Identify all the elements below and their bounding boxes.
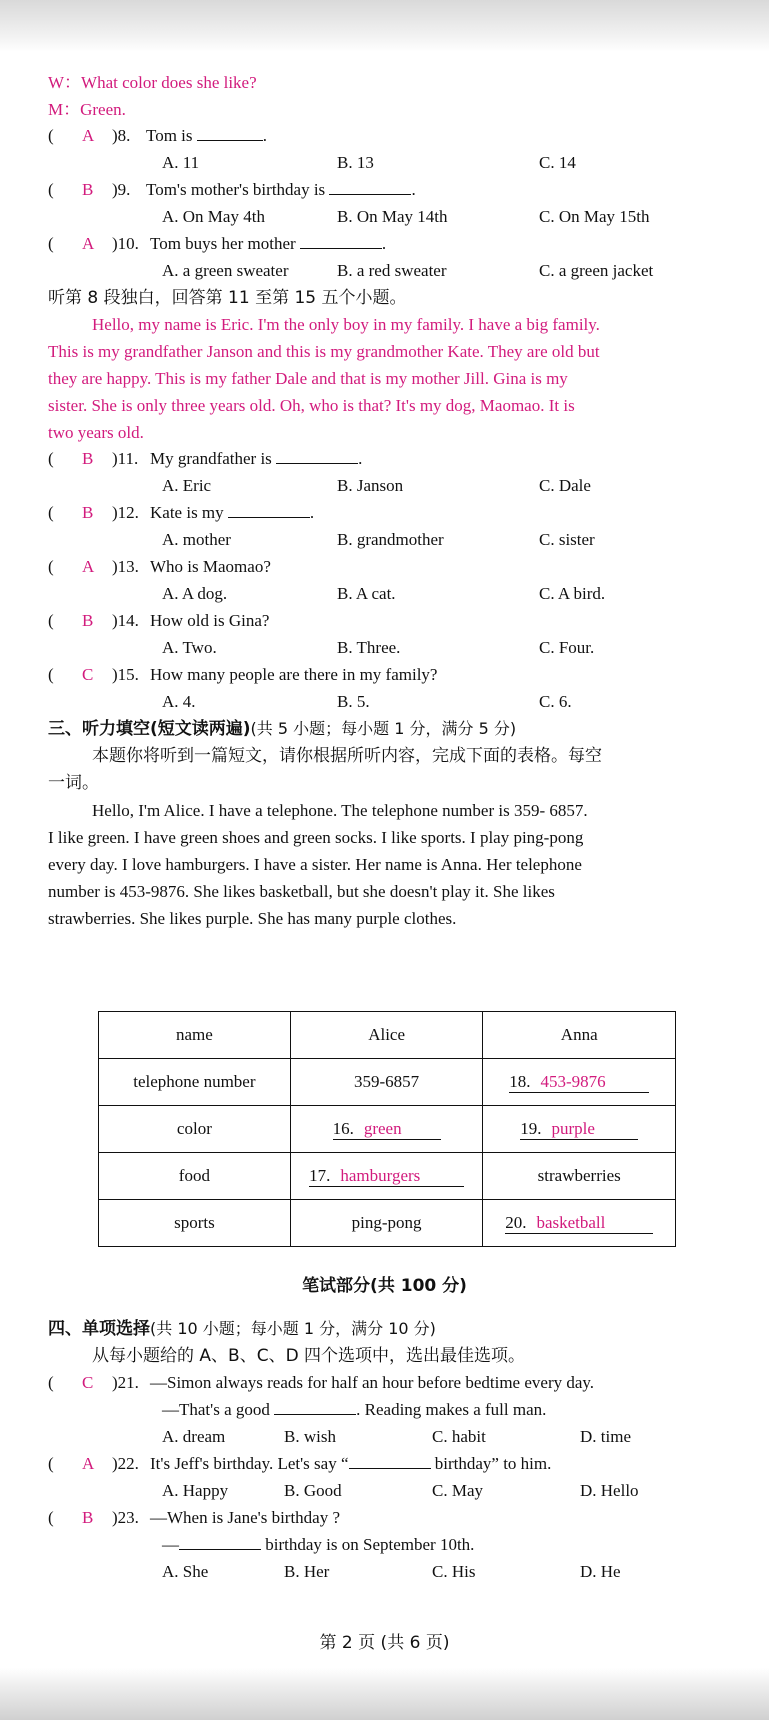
monologue-line: they are happy. This is my father Dale and that is my mother Jill. Gina is my xyxy=(48,369,568,388)
section-4-instruction: 从每小题给的 A、B、C、D 四个选项中，选出最佳选项。 xyxy=(92,1346,526,1366)
answer-fill: 19. purple xyxy=(520,1119,638,1140)
table-row xyxy=(99,1200,676,1247)
table-cell: telephone number xyxy=(99,1059,291,1106)
answer-letter: B xyxy=(82,449,94,468)
passage-line: strawberries. She likes purple. She has many purple clothes. xyxy=(48,909,457,928)
section-4-heading: 四、单项选择(共 10 小题；每小题 1 分，满分 10 分) xyxy=(48,1319,436,1339)
passage-line: number is 453-9876. She likes basketball, but she doesn't play it. She likes xyxy=(48,882,555,901)
table-cell xyxy=(483,1106,676,1153)
answer-fill: 20. basketball xyxy=(505,1213,653,1234)
table-header-cell: Alice xyxy=(290,1012,483,1059)
answer-letter: B xyxy=(82,503,94,522)
passage-line: Hello, I'm Alice. I have a telephone. The telephone number is 359- 6857. xyxy=(92,801,588,820)
section-3-instruction: 一词。 xyxy=(48,773,99,793)
table-cell xyxy=(483,1059,676,1106)
table-header-cell: Anna xyxy=(483,1012,676,1059)
table-row xyxy=(99,1153,676,1200)
answer-blank xyxy=(276,449,358,464)
answer-blank xyxy=(300,234,382,249)
answer-letter: C xyxy=(82,665,94,684)
answer-letter: A xyxy=(82,557,95,576)
monologue-line: two years old. xyxy=(48,423,144,442)
answer-letter: B xyxy=(82,611,94,630)
passage-line: I like green. I have green shoes and green socks. I like sports. I play ping-pong xyxy=(48,828,584,847)
answer-letter: C xyxy=(82,1373,94,1392)
table-cell xyxy=(483,1200,676,1247)
answer-blank xyxy=(228,503,310,518)
table-cell: sports xyxy=(99,1200,291,1247)
monologue-line: sister. She is only three years old. Oh, who is that? It's my dog, Maomao. It is xyxy=(48,396,575,415)
table-cell xyxy=(290,1106,483,1153)
page-bottom-edge xyxy=(0,1668,769,1720)
section-3-instruction: 本题你将听到一篇短文，请你根据所听内容，完成下面的表格。每空 xyxy=(92,746,602,766)
dialog-line-m: M：Green. xyxy=(48,100,126,119)
table-cell xyxy=(290,1153,483,1200)
info-table xyxy=(98,1011,676,1247)
table-header-cell: name xyxy=(99,1012,291,1059)
table-row xyxy=(99,1106,676,1153)
answer-fill: 16. green xyxy=(333,1119,441,1140)
written-part-heading: 笔试部分(共 100 分) xyxy=(302,1276,467,1296)
table-cell: strawberries xyxy=(483,1153,676,1200)
table-cell: 359-6857 xyxy=(290,1059,483,1106)
answer-blank xyxy=(349,1454,431,1469)
answer-blank xyxy=(197,126,263,141)
table-cell: ping-pong xyxy=(290,1200,483,1247)
answer-letter: A xyxy=(82,126,95,145)
answer-letter: A xyxy=(82,234,95,253)
passage-line: every day. I love hamburgers. I have a sister. Her name is Anna. Her telephone xyxy=(48,855,582,874)
page-footer: 第 2 页 (共 6 页) xyxy=(319,1633,450,1653)
page-top-edge xyxy=(0,0,769,52)
answer-blank xyxy=(274,1400,356,1415)
table-cell: color xyxy=(99,1106,291,1153)
answer-fill: 18. 453-9876 xyxy=(509,1072,649,1093)
table-row xyxy=(99,1059,676,1106)
answer-blank xyxy=(329,180,411,195)
section-3-heading: 三、听力填空(短文读两遍)(共 5 小题；每小题 1 分，满分 5 分) xyxy=(48,719,517,739)
worksheet-page: W：What color does she like? M：Green. ( A )8. Tom is . A. 11 B. 13 C. 14 ( B )9. Tom's mother's birthday is . A. On May 4th B. On May 14th C. On May 15th ( A )10. Tom buys her mother . A. a green sweater B. a red sweater C. a green jacket 听第 8 段独白，回答第 11 至第 15 五个小题。 Hello, my name is Eric. I'm the only boy in my family. I have a big family. This is my grandfather Janson and this is my grandmother Kate. They are old but they are happy. This is my father Dale and that is my mother Jill. Gina is my sister. She is only three years old. Oh, who is that? It's my dog, Maomao. It is two years old. ( B )11. My grandfather is . A. Eric B. Janson C. Dale ( B )12. Kate is my . A. mother B. grandmother C. sister ( A )13. Who is Maomao? A. A dog. B. A cat. C. A bird. ( B )14. How old is Gina? A. Two. B. Three. C. Four. ( C )15. How many people are there in my family? A. 4. B. 5. C. 6. 三、听力填空(短文读两遍)(共 5 小题；每小题 1 分，满分 5 分) 本题你将听到一篇短文，请你根据所听内容，完成下面的表格。每空 一词。 Hello, I'm Alice. I have a telephone. The telephone number is 359- 6857. I like green. I have green shoes and green socks. I like sports. I play ping-pong every day. I love hamburgers. I have a sister. Her name is Anna. Her telephone number is 453-9876. She likes basketball, but she doesn't play it. She likes strawberries. She likes purple. She has many purple clothes. xyxy=(0,52,769,1668)
answer-letter: A xyxy=(82,1454,95,1473)
answer-letter: B xyxy=(82,1508,94,1527)
answer-letter: B xyxy=(82,180,94,199)
answer-fill: 17. hamburgers xyxy=(309,1166,464,1187)
section-8-intro: 听第 8 段独白，回答第 11 至第 15 五个小题。 xyxy=(48,288,407,308)
table-row xyxy=(99,1012,676,1059)
answer-blank xyxy=(179,1535,261,1550)
table-cell: food xyxy=(99,1153,291,1200)
monologue-line: Hello, my name is Eric. I'm the only boy in my family. I have a big family. xyxy=(92,315,600,334)
monologue-line: This is my grandfather Janson and this is my grandmother Kate. They are old but xyxy=(48,342,600,361)
dialog-line-w: W：What color does she like? xyxy=(48,73,257,92)
